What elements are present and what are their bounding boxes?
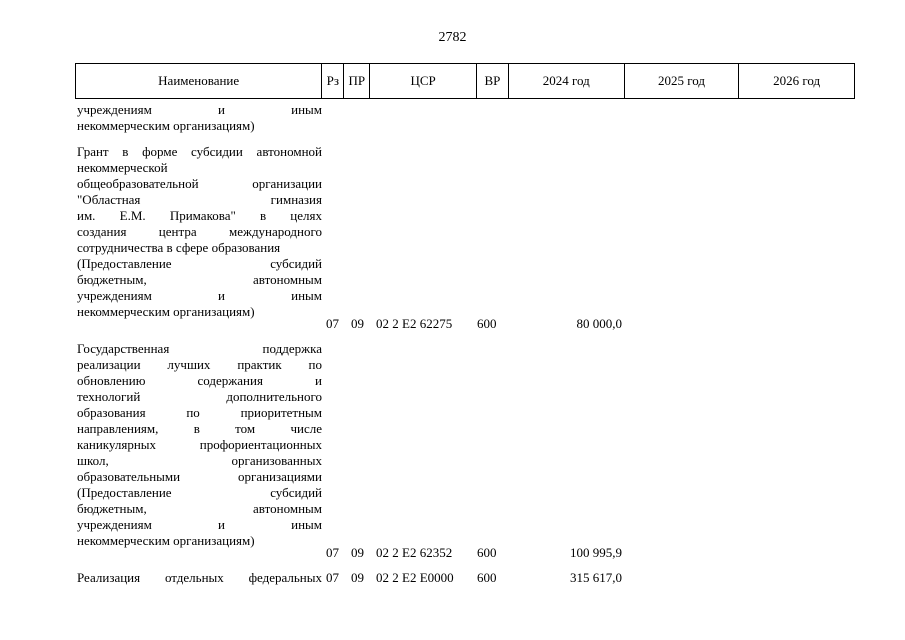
table-header: [75, 63, 855, 99]
row-text-line: образования по приоритетным: [77, 405, 322, 420]
row-csr: 02 2 Е2 62275: [376, 316, 453, 331]
row-text-line: бюджетным, автономным: [77, 501, 322, 516]
row-text-line: учреждениям и иным: [77, 288, 322, 303]
row-text-line: Государственная поддержка: [77, 341, 322, 356]
row-text-line: (Предоставление субсидий: [77, 485, 322, 500]
header-vr: ВР: [477, 64, 509, 98]
row-pr: 09: [351, 570, 364, 585]
row-vr: 600: [477, 570, 497, 585]
row-vr: 600: [477, 545, 497, 560]
row-text-line: им. Е.М. Примакова" в целях: [77, 208, 322, 223]
row-text-line: "Областная гимназия: [77, 192, 322, 207]
row-rz: 07: [326, 545, 339, 560]
row-rz: 07: [326, 570, 339, 585]
row-pr: 09: [351, 545, 364, 560]
row-pr: 09: [351, 316, 364, 331]
row-text-line: некоммерческим организациям): [77, 533, 255, 548]
row-text-line: обновлению содержания и: [77, 373, 322, 388]
row-vr: 600: [477, 316, 497, 331]
row-text-line: образовательными организациями: [77, 469, 322, 484]
row-2024: 100 995,9: [570, 545, 622, 560]
header-pr: ПР: [344, 64, 370, 98]
row-text-line: сотрудничества в сфере образования: [77, 240, 281, 255]
header-2025: 2025 год: [625, 64, 740, 98]
row-text-line: реализации лучших практик по: [77, 357, 322, 372]
row-text-line: Реализация отдельных федеральных: [77, 570, 322, 585]
row-text-line: учреждениям и иным: [77, 517, 322, 532]
row-text-line: некоммерческим организациям): [77, 118, 255, 133]
header-rz: Рз: [322, 64, 344, 98]
row-text-line: направлениям, в том числе: [77, 421, 322, 436]
row-csr: 02 2 Е2 Е0000: [376, 570, 454, 585]
row-2024: 315 617,0: [570, 570, 622, 585]
header-2026: 2026 год: [773, 73, 821, 88]
row-text-line: школ, организованных: [77, 453, 322, 468]
header-csr: ЦСР: [370, 64, 477, 98]
row-text-line: каникулярных профориентационных: [77, 437, 322, 452]
row-text-line: бюджетным, автономным: [77, 272, 322, 287]
row-text-line: создания центра международного: [77, 224, 322, 239]
row-text-line: (Предоставление субсидий: [77, 256, 322, 271]
row-text-line: некоммерческим организациям): [77, 304, 255, 319]
row-text-line: общеобразовательной организации: [77, 176, 322, 191]
row-text-line: технологий дополнительного: [77, 389, 322, 404]
header-2024: 2024 год: [509, 64, 625, 98]
row-2024: 80 000,0: [576, 316, 622, 331]
row-text-line: Грант в форме субсидии автономной: [77, 144, 322, 159]
header-name: Наименование: [76, 64, 322, 98]
row-rz: 07: [326, 316, 339, 331]
row-text-line: учреждениям и иным: [77, 102, 322, 117]
row-text-line: некоммерческой: [77, 160, 168, 175]
row-csr: 02 2 Е2 62352: [376, 545, 453, 560]
page-number: 2782: [438, 30, 467, 45]
